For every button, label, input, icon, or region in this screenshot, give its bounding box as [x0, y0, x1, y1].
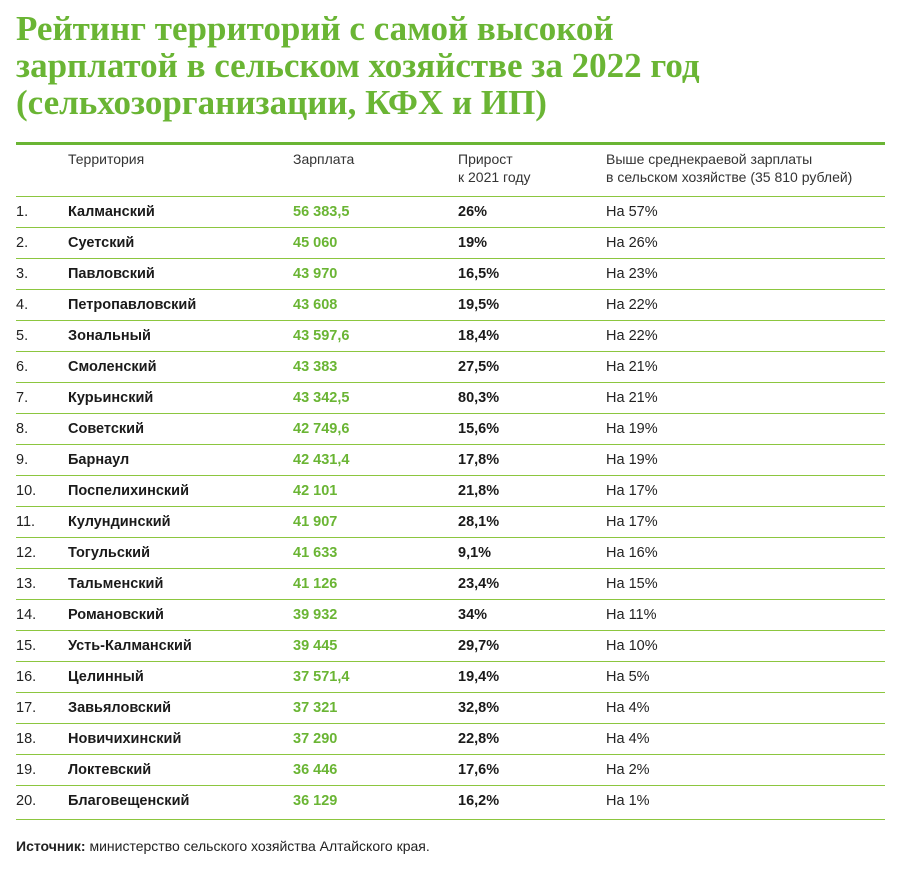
- row-rank: 10.: [16, 483, 37, 499]
- row-territory: Курьинский: [68, 390, 154, 406]
- row-above-average: На 2%: [606, 762, 650, 778]
- row-territory: Усть-Калманский: [68, 638, 192, 654]
- row-territory: Петропавловский: [68, 297, 197, 313]
- row-salary: 42 431,4: [293, 452, 350, 468]
- row-territory: Поспелихинский: [68, 483, 189, 499]
- row-salary: 36 129: [293, 793, 338, 809]
- row-growth: 16,2%: [458, 793, 500, 809]
- row-territory: Тальменский: [68, 576, 164, 592]
- title-line-1: Рейтинг территорий с самой высокой: [16, 9, 614, 48]
- table-row: [16, 227, 885, 258]
- header-above-line-2: в сельском хозяйстве (35 810 рублей): [606, 169, 853, 185]
- row-growth: 32,8%: [458, 700, 500, 716]
- row-salary: 39 932: [293, 607, 338, 623]
- row-territory: Целинный: [68, 669, 144, 685]
- row-territory: Барнаул: [68, 452, 130, 468]
- table-row: [16, 599, 885, 630]
- row-growth: 21,8%: [458, 483, 500, 499]
- row-above-average: На 22%: [606, 297, 658, 313]
- row-salary: 37 571,4: [293, 669, 350, 685]
- table-row: [16, 196, 885, 227]
- table-row: [16, 320, 885, 351]
- row-salary: 39 445: [293, 638, 338, 654]
- row-territory: Завьяловский: [68, 700, 172, 716]
- row-rank: 2.: [16, 235, 29, 251]
- row-above-average: На 19%: [606, 452, 658, 468]
- row-growth: 22,8%: [458, 731, 500, 747]
- row-above-average: На 17%: [606, 514, 658, 530]
- row-rank: 7.: [16, 390, 29, 406]
- row-territory: Кулундинский: [68, 514, 171, 530]
- row-above-average: На 21%: [606, 390, 658, 406]
- row-territory: Калманский: [68, 204, 155, 220]
- title-line-2: зарплатой в сельском хозяйстве за 2022 год: [16, 46, 700, 85]
- row-salary: 43 608: [293, 297, 338, 313]
- row-growth: 16,5%: [458, 266, 500, 282]
- table-row: [16, 351, 885, 382]
- row-salary: 45 060: [293, 235, 338, 251]
- row-above-average: На 1%: [606, 793, 650, 809]
- row-rank: 20.: [16, 793, 37, 809]
- header-divider: [16, 142, 885, 145]
- row-territory: Романовский: [68, 607, 164, 623]
- row-rank: 15.: [16, 638, 37, 654]
- row-rank: 3.: [16, 266, 29, 282]
- row-above-average: На 26%: [606, 235, 658, 251]
- row-territory: Павловский: [68, 266, 155, 282]
- row-salary: 41 907: [293, 514, 338, 530]
- header-salary-label: Зарплата: [293, 151, 355, 167]
- table-row: [16, 754, 885, 785]
- row-above-average: На 23%: [606, 266, 658, 282]
- row-salary: 37 290: [293, 731, 338, 747]
- table-row: [16, 723, 885, 754]
- header-growth-line-1: Прирост: [458, 151, 513, 167]
- row-territory: Тогульский: [68, 545, 150, 561]
- row-growth: 34%: [458, 607, 488, 623]
- row-salary: 41 633: [293, 545, 338, 561]
- row-salary: 42 749,6: [293, 421, 350, 437]
- table-row: [16, 289, 885, 320]
- row-salary: 43 383: [293, 359, 338, 375]
- row-territory: Суетский: [68, 235, 135, 251]
- row-growth: 18,4%: [458, 328, 500, 344]
- header-territory: [68, 150, 144, 168]
- row-rank: 16.: [16, 669, 37, 685]
- source-text: министерство сельского хозяйства Алтайского края.: [85, 838, 430, 854]
- row-growth: 29,7%: [458, 638, 500, 654]
- row-rank: 8.: [16, 421, 29, 437]
- table-row: [16, 785, 885, 816]
- row-growth: 23,4%: [458, 576, 500, 592]
- row-salary: 43 970: [293, 266, 338, 282]
- row-growth: 19,5%: [458, 297, 500, 313]
- source-note: [16, 838, 430, 854]
- row-growth: 15,6%: [458, 421, 500, 437]
- row-growth: 17,6%: [458, 762, 500, 778]
- row-growth: 19%: [458, 235, 488, 251]
- row-territory: Зональный: [68, 328, 151, 344]
- table-row: [16, 568, 885, 599]
- table-bottom-divider: [16, 819, 885, 820]
- table-row: [16, 444, 885, 475]
- table-row: [16, 630, 885, 661]
- table-row: [16, 258, 885, 289]
- row-growth: 27,5%: [458, 359, 500, 375]
- row-growth: 26%: [458, 204, 488, 220]
- table-row: [16, 506, 885, 537]
- row-salary: 56 383,5: [293, 204, 350, 220]
- row-rank: 11.: [16, 514, 36, 530]
- ranking-table: [16, 196, 885, 816]
- source-label: Источник:: [16, 838, 86, 854]
- row-salary: 41 126: [293, 576, 338, 592]
- row-above-average: На 15%: [606, 576, 658, 592]
- row-above-average: На 11%: [606, 607, 657, 623]
- row-above-average: На 17%: [606, 483, 658, 499]
- row-above-average: На 16%: [606, 545, 658, 561]
- row-rank: 4.: [16, 297, 29, 313]
- row-rank: 13.: [16, 576, 37, 592]
- row-salary: 36 446: [293, 762, 338, 778]
- row-territory: Локтевский: [68, 762, 152, 778]
- header-growth-line-2: к 2021 году: [458, 169, 531, 185]
- row-above-average: На 21%: [606, 359, 658, 375]
- row-rank: 9.: [16, 452, 29, 468]
- row-salary: 43 597,6: [293, 328, 350, 344]
- title-line-3: (сельхозорганизации, КФХ и ИП): [16, 83, 547, 122]
- row-growth: 19,4%: [458, 669, 500, 685]
- row-territory: Смоленский: [68, 359, 157, 375]
- table-row: [16, 537, 885, 568]
- row-rank: 12.: [16, 545, 37, 561]
- row-rank: 6.: [16, 359, 29, 375]
- header-above-line-1: Выше среднекраевой зарплаты: [606, 151, 813, 167]
- page-title: [16, 10, 886, 121]
- row-above-average: На 22%: [606, 328, 658, 344]
- header-salary: [293, 150, 354, 168]
- row-rank: 5.: [16, 328, 29, 344]
- row-rank: 19.: [16, 762, 37, 778]
- table-row: [16, 475, 885, 506]
- row-territory: Благовещенский: [68, 793, 190, 809]
- row-salary: 37 321: [293, 700, 338, 716]
- row-growth: 80,3%: [458, 390, 500, 406]
- row-territory: Новичихинский: [68, 731, 182, 747]
- row-above-average: На 5%: [606, 669, 650, 685]
- row-above-average: На 10%: [606, 638, 658, 654]
- header-above-average: [606, 150, 852, 186]
- header-growth: [458, 150, 531, 186]
- row-above-average: На 19%: [606, 421, 658, 437]
- row-rank: 18.: [16, 731, 37, 747]
- table-row: [16, 661, 885, 692]
- table-row: [16, 413, 885, 444]
- header-territory-label: Территория: [68, 151, 145, 167]
- row-growth: 28,1%: [458, 514, 500, 530]
- table-row: [16, 692, 885, 723]
- row-salary: 43 342,5: [293, 390, 350, 406]
- row-salary: 42 101: [293, 483, 338, 499]
- row-territory: Советский: [68, 421, 144, 437]
- row-rank: 14.: [16, 607, 37, 623]
- row-above-average: На 4%: [606, 700, 650, 716]
- row-above-average: На 4%: [606, 731, 650, 747]
- row-growth: 17,8%: [458, 452, 500, 468]
- row-above-average: На 57%: [606, 204, 658, 220]
- row-rank: 1.: [16, 204, 29, 220]
- table-row: [16, 382, 885, 413]
- row-growth: 9,1%: [458, 545, 492, 561]
- row-rank: 17.: [16, 700, 37, 716]
